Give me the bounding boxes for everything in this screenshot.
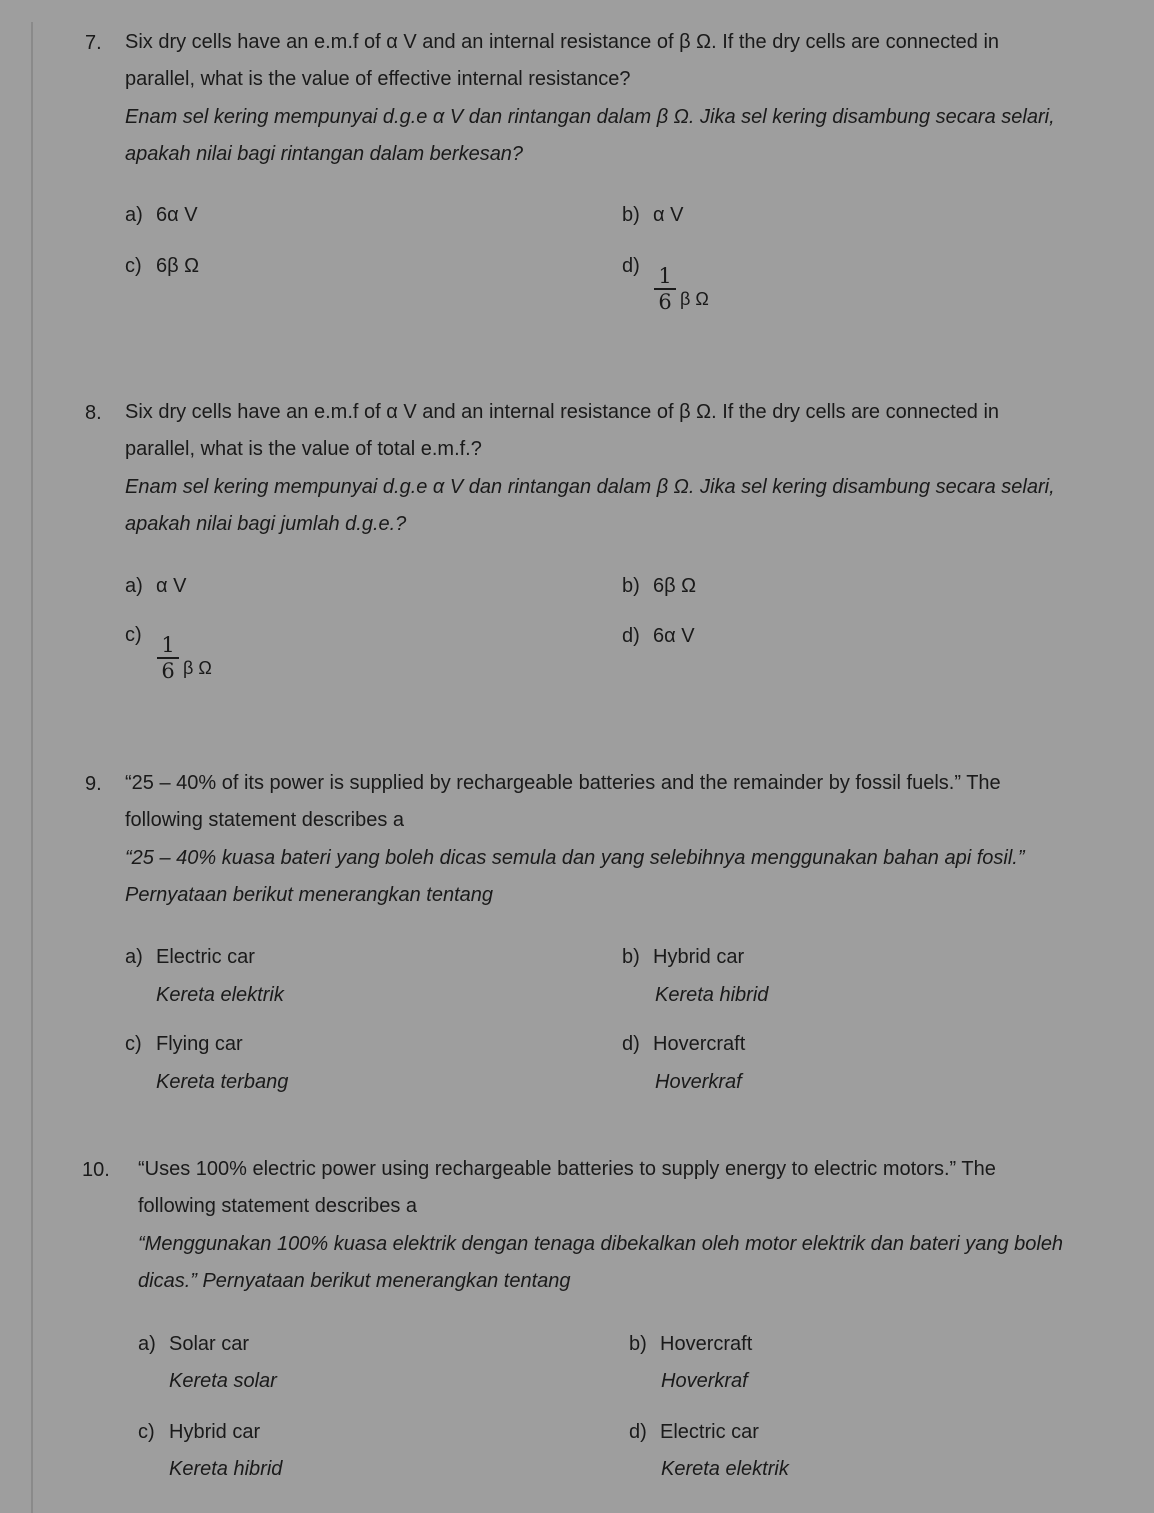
option-label: c) <box>125 1033 142 1055</box>
option-text: Electric car <box>156 946 255 968</box>
option-a-ms: Kereta elektrik <box>156 984 284 1006</box>
option-text: α V <box>653 204 684 226</box>
option-label: c) <box>125 624 142 646</box>
option-d[interactable] <box>629 1421 759 1443</box>
option-b[interactable] <box>622 204 683 226</box>
option-label: c) <box>138 1421 155 1443</box>
option-label: d) <box>622 1033 640 1055</box>
option-c-ms: Kereta terbang <box>156 1071 289 1093</box>
option-unit: β Ω <box>183 658 212 678</box>
option-text: Hybrid car <box>169 1421 261 1443</box>
option-label: a) <box>125 575 143 597</box>
option-text: 6β Ω <box>653 575 697 597</box>
question-text-en: “25 – 40% of its power is supplied by rechargeable batteries and the remainder by fossil fuels.” The <box>125 772 1001 794</box>
question-number: 10. <box>82 1159 110 1181</box>
fraction-denominator: 6 <box>161 658 175 683</box>
option-c-ms: Kereta hibrid <box>169 1458 283 1480</box>
question-text-en: parallel, what is the value of effective internal resistance? <box>125 68 631 91</box>
option-unit: β Ω <box>680 289 709 309</box>
question-text-en: following statement describes a <box>125 809 405 832</box>
option-d[interactable] <box>622 1033 745 1055</box>
question-text-ms: “Menggunakan 100% kuasa elektrik dengan tenaga dibekalkan oleh motor elektrik dan bateri yang boleh <box>138 1232 1064 1255</box>
question-text-ms: apakah nilai bagi rintangan dalam berkesan? <box>125 142 524 165</box>
option-label: a) <box>138 1333 156 1355</box>
option-b[interactable] <box>622 575 696 597</box>
fraction <box>157 634 179 682</box>
question-number: 7. <box>85 32 102 54</box>
option-label: b) <box>629 1333 647 1355</box>
option-b-ms: Kereta hibrid <box>655 984 769 1006</box>
option-d-ms: Kereta elektrik <box>661 1458 789 1480</box>
question-text-ms: Enam sel kering mempunyai d.g.e α V dan rintangan dalam β Ω. Jika sel kering disambung secara selari, <box>125 105 1055 128</box>
option-label: b) <box>622 575 640 597</box>
option-text: α V <box>156 575 187 597</box>
question-text-en: following statement describes a <box>138 1195 418 1218</box>
fraction <box>654 265 676 313</box>
question-text-ms: dicas.” Pernyataan berikut menerangkan tentang <box>138 1269 571 1292</box>
question-text-en: parallel, what is the value of total e.m.f.? <box>125 438 482 461</box>
option-label: d) <box>622 255 640 277</box>
option-c[interactable] <box>125 255 199 277</box>
question-text-en: Six dry cells have an e.m.f of α V and an internal resistance of β Ω. If the dry cells are connected in <box>125 31 1000 53</box>
option-d[interactable] <box>622 625 695 647</box>
fraction-numerator: 1 <box>161 633 175 657</box>
question-number: 8. <box>85 402 102 424</box>
option-b[interactable] <box>622 946 744 968</box>
option-text: Hybrid car <box>653 946 745 968</box>
question-text-en: “Uses 100% electric power using rechargeable batteries to supply energy to electric motors.” The <box>138 1158 996 1180</box>
fraction-denominator: 6 <box>658 289 672 314</box>
option-d-ms: Hoverkraf <box>655 1071 742 1093</box>
option-label: d) <box>622 625 640 647</box>
option-text: 6α V <box>156 204 198 226</box>
question-number: 9. <box>85 773 102 795</box>
option-label: b) <box>622 946 640 968</box>
option-text: 6β Ω <box>156 255 200 277</box>
option-label: d) <box>629 1421 647 1443</box>
option-a-ms: Kereta solar <box>169 1370 277 1392</box>
option-a[interactable] <box>125 204 198 226</box>
option-label: c) <box>125 255 142 277</box>
option-a[interactable] <box>138 1333 249 1355</box>
option-b[interactable] <box>629 1333 752 1355</box>
option-c[interactable] <box>125 1033 243 1055</box>
left-margin-rule <box>31 22 33 1513</box>
option-d[interactable] <box>622 255 742 335</box>
option-label: a) <box>125 204 143 226</box>
option-text: Flying car <box>156 1033 243 1055</box>
option-text: Electric car <box>660 1421 759 1443</box>
fraction-numerator: 1 <box>658 264 672 288</box>
option-label: a) <box>125 946 143 968</box>
option-label: b) <box>622 204 640 226</box>
option-text: Solar car <box>169 1333 250 1355</box>
option-a[interactable] <box>125 575 186 597</box>
question-text-ms: Enam sel kering mempunyai d.g.e α V dan rintangan dalam β Ω. Jika sel kering disambung secara selari, <box>125 475 1055 498</box>
option-c[interactable] <box>125 624 245 704</box>
question-text-ms: Pernyataan berikut menerangkan tentang <box>125 883 494 906</box>
question-text-ms: apakah nilai bagi jumlah d.g.e.? <box>125 512 407 535</box>
option-text: Hovercraft <box>653 1033 746 1055</box>
option-b-ms: Hoverkraf <box>661 1370 748 1392</box>
option-a[interactable] <box>125 946 255 968</box>
option-text: Hovercraft <box>660 1333 753 1355</box>
question-text-ms: “25 – 40% kuasa bateri yang boleh dicas semula dan yang selebihnya menggunakan bahan api fosil.” <box>125 846 1025 869</box>
option-c[interactable] <box>138 1421 260 1443</box>
option-text: 6α V <box>653 625 695 647</box>
question-text-en: Six dry cells have an e.m.f of α V and an internal resistance of β Ω. If the dry cells are connected in <box>125 401 1000 423</box>
